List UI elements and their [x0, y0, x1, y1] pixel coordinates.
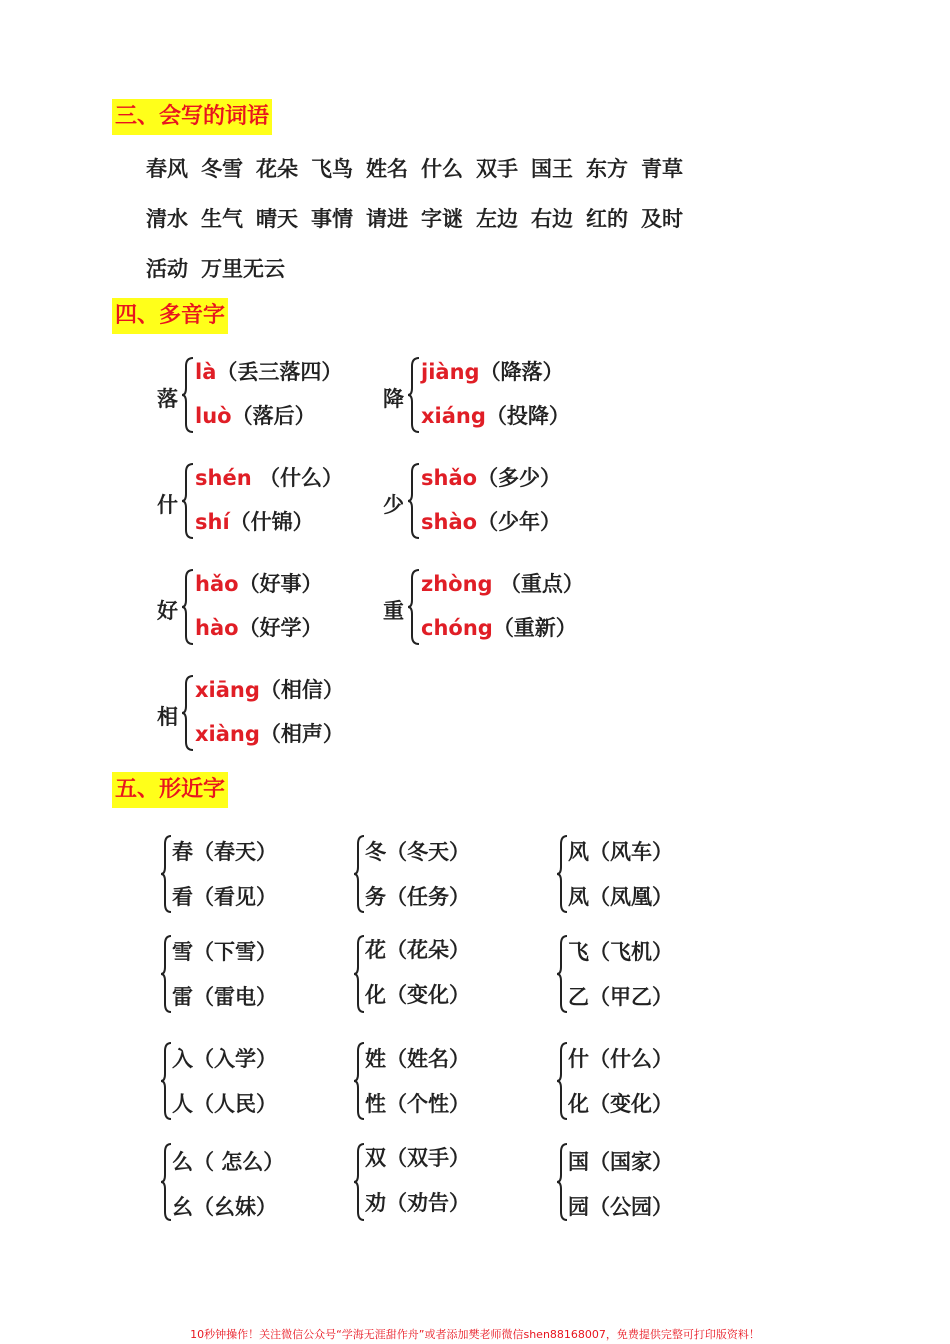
similar-pair: [556, 930, 716, 1026]
similar-pair: [556, 1037, 716, 1133]
example-word: （多少）: [477, 466, 562, 490]
polyphone-line: [421, 356, 564, 386]
pinyin: shǎo: [421, 466, 478, 490]
polyphone-group: [157, 456, 387, 552]
pinyin: xiàng: [195, 722, 260, 746]
polyphone-char: 落: [157, 387, 178, 411]
polyphone-group: [157, 668, 387, 764]
word: 东方: [586, 157, 628, 181]
example-word: （丢三落四）: [216, 360, 343, 384]
polyphone-line: [421, 400, 570, 430]
polyphone-line: [195, 674, 344, 704]
similar-pair: [160, 830, 320, 926]
pinyin: shén: [195, 466, 252, 490]
polyphone-line: [195, 400, 316, 430]
brace-icon: [556, 934, 568, 1014]
similar-pair: [353, 1037, 513, 1133]
similar-pair: [353, 930, 513, 1026]
polyphone-char: 什: [157, 493, 178, 517]
word: 右边: [531, 207, 573, 231]
polyphone-group: [383, 456, 613, 552]
similar-char-line: 人（人民）: [172, 1092, 277, 1116]
pinyin: hǎo: [195, 572, 239, 596]
polyphone-line: [421, 568, 584, 598]
brace-icon: [407, 568, 421, 646]
brace-icon: [181, 568, 195, 646]
similar-char-line: 么（ 怎么）: [172, 1150, 285, 1174]
section-heading-words: 三、会写的词语: [112, 99, 272, 135]
similar-char-line: 性（个性）: [365, 1092, 470, 1116]
polyphone-char: 重: [383, 599, 404, 623]
example-word: （好事）: [238, 572, 323, 596]
word: 左边: [476, 207, 518, 231]
example-word: （重点）: [492, 572, 584, 596]
brace-icon: [160, 834, 172, 914]
polyphone-line: [421, 612, 577, 642]
similar-pair: [160, 1138, 320, 1234]
word-row-3: [146, 253, 298, 283]
similar-char-line: 乙（甲乙）: [568, 985, 673, 1009]
word: 请进: [366, 207, 408, 231]
word: 清水: [146, 207, 188, 231]
example-word: （好学）: [238, 616, 323, 640]
footer-notice: 10秒钟操作！关注微信公众号“学海无涯甜作舟”或者添加樊老师微信shen88168007，免费提供完整可打印版资料！: [190, 1328, 760, 1341]
similar-pair: [160, 930, 320, 1026]
polyphone-line: [195, 356, 342, 386]
similar-char-line: 花（花朵）: [365, 938, 470, 962]
pinyin: chóng: [421, 616, 493, 640]
word: 生气: [201, 207, 243, 231]
brace-icon: [160, 1041, 172, 1121]
pinyin: shào: [421, 510, 478, 534]
pinyin: là: [195, 360, 217, 384]
similar-char-line: 什（什么）: [568, 1047, 673, 1071]
example-word: （落后）: [231, 404, 316, 428]
polyphone-group: [383, 562, 613, 658]
brace-icon: [181, 462, 195, 540]
example-word: （什么）: [251, 466, 343, 490]
word-row-2: [146, 203, 696, 233]
polyphone-group: [157, 350, 387, 446]
similar-char-line: 凤（凤凰）: [568, 885, 673, 909]
similar-pair: [160, 1037, 320, 1133]
similar-char-line: 飞（飞机）: [568, 940, 673, 964]
brace-icon: [556, 1142, 568, 1222]
word: 什么: [421, 157, 463, 181]
brace-icon: [556, 834, 568, 914]
polyphone-group: [157, 562, 387, 658]
polyphone-line: [421, 506, 561, 536]
brace-icon: [181, 356, 195, 434]
pinyin: zhòng: [421, 572, 493, 596]
pinyin: luò: [195, 404, 232, 428]
brace-icon: [181, 674, 195, 752]
word: 事情: [311, 207, 353, 231]
example-word: （相信）: [259, 678, 344, 702]
word: 飞鸟: [311, 157, 353, 181]
polyphone-char: 降: [383, 387, 404, 411]
similar-char-line: 冬（冬天）: [365, 840, 470, 864]
word: 及时: [641, 207, 683, 231]
similar-char-line: 入（入学）: [172, 1047, 277, 1071]
brace-icon: [407, 356, 421, 434]
pinyin: xiāng: [195, 678, 260, 702]
polyphone-line: [195, 718, 344, 748]
similar-char-line: 务（任务）: [365, 885, 470, 909]
similar-char-line: 雷（雷电）: [172, 985, 277, 1009]
section-heading-similar-chars: 五、形近字: [112, 772, 228, 808]
word: 活动: [146, 257, 188, 281]
pinyin: xiáng: [421, 404, 486, 428]
example-word: （相声）: [259, 722, 344, 746]
polyphone-char: 少: [383, 493, 404, 517]
brace-icon: [353, 934, 365, 1014]
example-word: （什锦）: [229, 510, 314, 534]
polyphone-line: [421, 462, 561, 492]
similar-char-line: 化（变化）: [365, 983, 470, 1007]
pinyin: shí: [195, 510, 230, 534]
word: 春风: [146, 157, 188, 181]
brace-icon: [556, 1041, 568, 1121]
example-word: （重新）: [492, 616, 577, 640]
similar-pair: [353, 830, 513, 926]
brace-icon: [160, 934, 172, 1014]
similar-pair: [353, 1138, 513, 1234]
word: 晴天: [256, 207, 298, 231]
polyphone-line: [195, 462, 343, 492]
section-heading-polyphones: 四、多音字: [112, 298, 228, 334]
pinyin: hào: [195, 616, 239, 640]
word: 红的: [586, 207, 628, 231]
polyphone-group: [383, 350, 613, 446]
brace-icon: [353, 1041, 365, 1121]
word: 姓名: [366, 157, 408, 181]
word: 国王: [531, 157, 573, 181]
pinyin: jiàng: [421, 360, 480, 384]
word: 花朵: [256, 157, 298, 181]
example-word: （降落）: [479, 360, 564, 384]
polyphone-line: [195, 612, 323, 642]
word-row-1: [146, 153, 696, 183]
similar-char-line: 幺（幺妹）: [172, 1195, 277, 1219]
brace-icon: [407, 462, 421, 540]
similar-char-line: 姓（姓名）: [365, 1047, 470, 1071]
similar-char-line: 春（春天）: [172, 840, 277, 864]
similar-char-line: 园（公园）: [568, 1195, 673, 1219]
similar-char-line: 国（国家）: [568, 1150, 673, 1174]
similar-char-line: 看（看见）: [172, 885, 277, 909]
similar-char-line: 双（双手）: [365, 1146, 470, 1170]
word: 青草: [641, 157, 683, 181]
similar-char-line: 劝（劝告）: [365, 1191, 470, 1215]
word: 字谜: [421, 207, 463, 231]
example-word: （投降）: [485, 404, 570, 428]
polyphone-char: 相: [157, 705, 178, 729]
brace-icon: [160, 1142, 172, 1222]
similar-pair: [556, 1138, 716, 1234]
word: 万里无云: [201, 257, 285, 281]
similar-char-line: 风（风车）: [568, 840, 673, 864]
similar-pair: [556, 830, 716, 926]
word: 双手: [476, 157, 518, 181]
similar-char-line: 雪（下雪）: [172, 940, 277, 964]
polyphone-line: [195, 506, 314, 536]
polyphone-char: 好: [157, 599, 178, 623]
polyphone-line: [195, 568, 323, 598]
example-word: （少年）: [477, 510, 562, 534]
brace-icon: [353, 1142, 365, 1222]
similar-char-line: 化（变化）: [568, 1092, 673, 1116]
brace-icon: [353, 834, 365, 914]
word: 冬雪: [201, 157, 243, 181]
